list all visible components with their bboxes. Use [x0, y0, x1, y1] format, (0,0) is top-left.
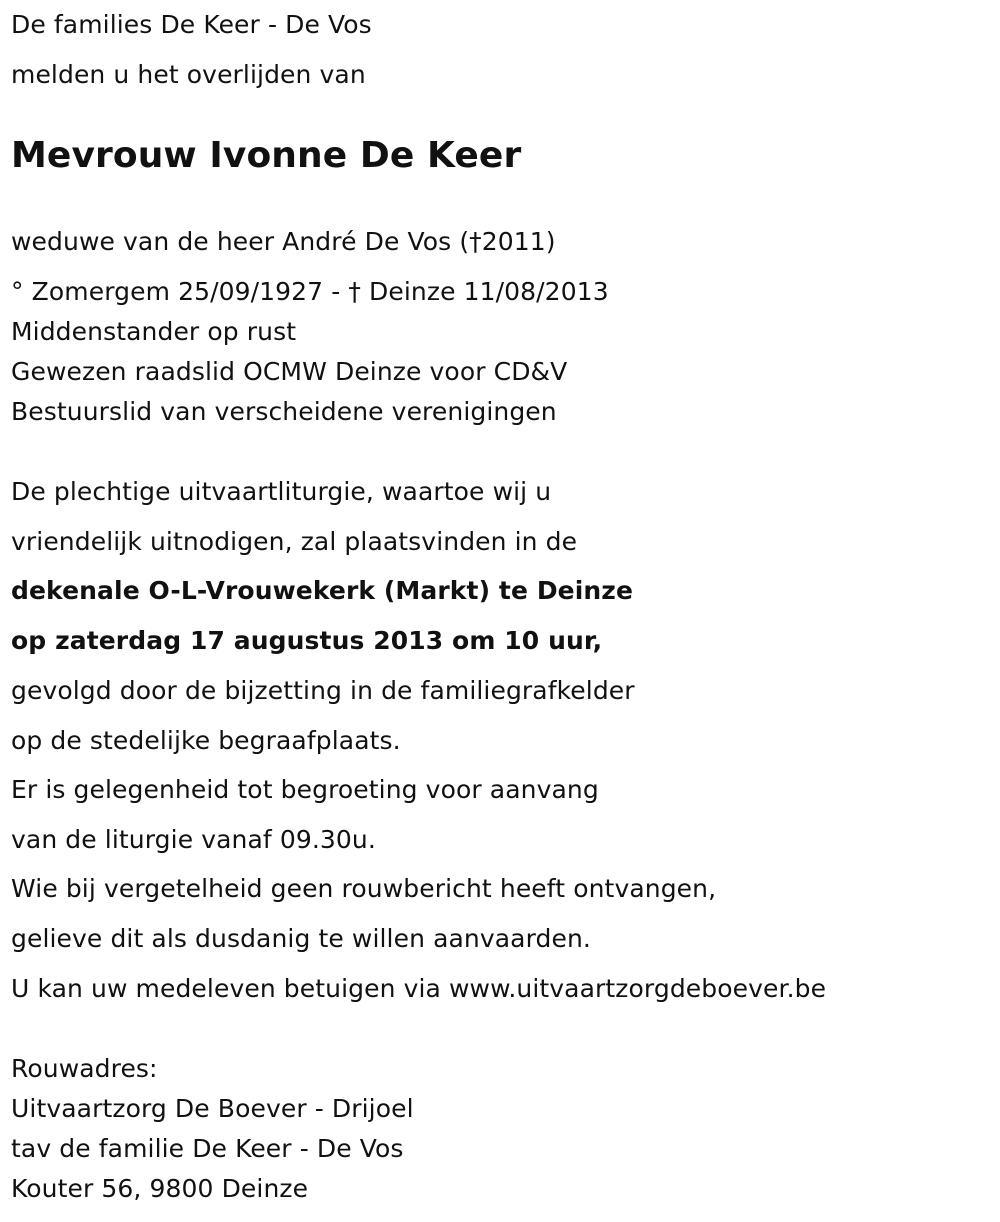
condolence-line: U kan uw medeleven betuigen via www.uitvaartzorgdeboever.be — [11, 974, 827, 1003]
intro-line-2: melden u het overlijden van — [11, 60, 366, 89]
deceased-name: Mevrouw Ivonne De Keer — [11, 135, 522, 176]
ceremony-line: De plechtige uitvaartliturgie, waartoe wij u — [11, 477, 552, 506]
ceremony-detail: gelieve dit als dusdanig te willen aanvaarden. — [11, 924, 591, 953]
address-label: Rouwadres: — [11, 1054, 158, 1083]
role-line: Gewezen raadslid OCMW Deinze voor CD&V — [11, 357, 568, 386]
intro-line-1: De families De Keer - De Vos — [11, 10, 372, 39]
birth-death-line: ° Zomergem 25/09/1927 - † Deinze 11/08/2013 — [11, 277, 609, 306]
ceremony-detail: Wie bij vergetelheid geen rouwbericht heeft ontvangen, — [11, 874, 717, 903]
ceremony-line: vriendelijk uitnodigen, zal plaatsvinden in de — [11, 527, 578, 556]
role-line: Middenstander op rust — [11, 317, 297, 346]
ceremony-datetime: op zaterdag 17 augustus 2013 om 10 uur, — [11, 626, 603, 655]
address-line: Uitvaartzorg De Boever - Drijoel — [11, 1094, 414, 1123]
address-line: tav de familie De Keer - De Vos — [11, 1134, 404, 1163]
ceremony-detail: Er is gelegenheid tot begroeting voor aanvang — [11, 775, 599, 804]
ceremony-detail: gevolgd door de bijzetting in de familiegrafkelder — [11, 676, 635, 705]
ceremony-detail: op de stedelijke begraafplaats. — [11, 726, 401, 755]
ceremony-detail: van de liturgie vanaf 09.30u. — [11, 825, 376, 854]
ceremony-location: dekenale O-L-Vrouwekerk (Markt) te Deinze — [11, 576, 634, 605]
address-line: Kouter 56, 9800 Deinze — [11, 1174, 309, 1203]
spouse-line: weduwe van de heer André De Vos (†2011) — [11, 227, 556, 256]
role-line: Bestuurslid van verscheidene verenigingen — [11, 397, 557, 426]
